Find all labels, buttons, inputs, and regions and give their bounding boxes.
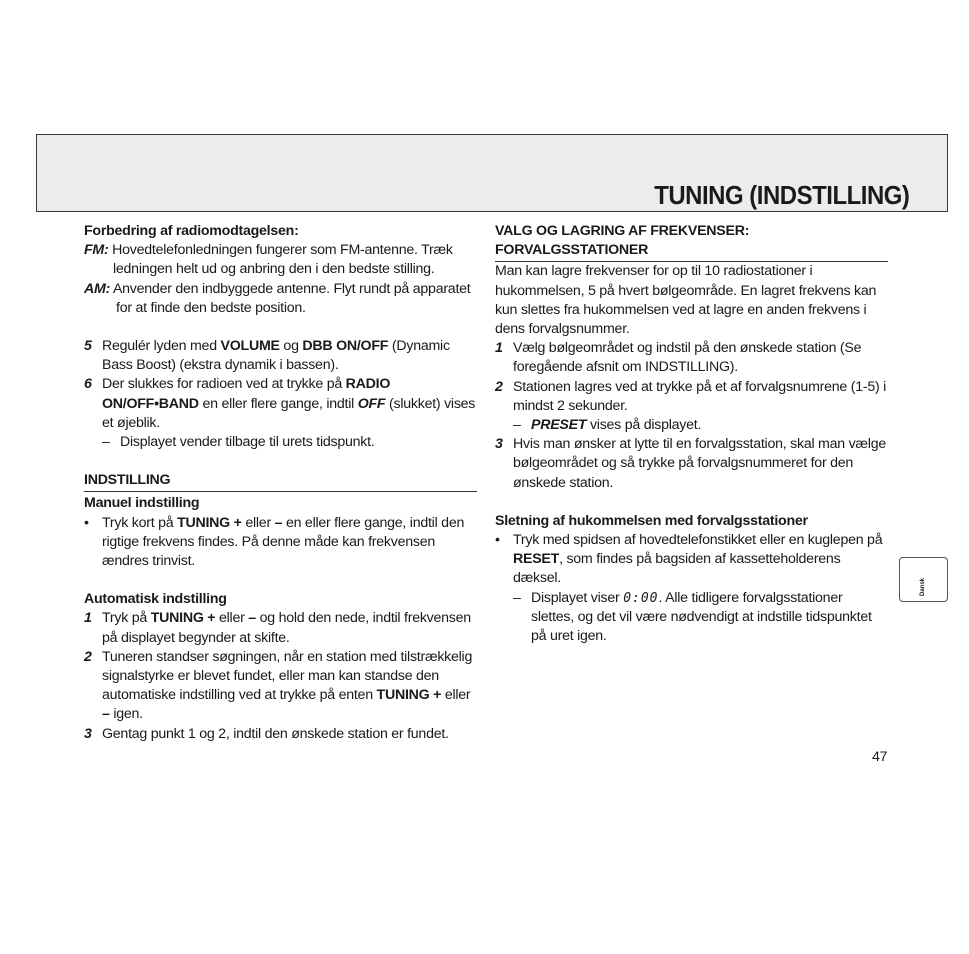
page-title: TUNING (INDSTILLING) (653, 180, 909, 210)
right-column (495, 222, 888, 646)
radio-keyword: RADIO ON/OFF•BAND (102, 376, 391, 412)
step-number: 3 (84, 725, 92, 742)
item-text: eller (241, 514, 275, 531)
note-text: Displayet viser (531, 589, 624, 606)
page-number: 47 (872, 749, 888, 765)
note-text: . Alle tidligere forvalgsstationer slettes, og det vil være nødvendigt at indstille tidspunktet på uret igen. (531, 589, 872, 645)
note-text: vises på displayet. (586, 417, 702, 434)
am-paragraph (84, 280, 477, 318)
language-tab (899, 557, 948, 602)
display-readout: 0:00 (623, 590, 659, 606)
step-number: 5 (84, 338, 92, 355)
bullet: • (84, 514, 89, 531)
step-6 (84, 375, 477, 433)
step-text: (Dynamic Bass Boost) (ekstra dynamik i bassen). (102, 338, 450, 374)
dbb-keyword: DBB ON/OFF (302, 338, 389, 355)
tuning-plus-keyword: TUNING + (150, 610, 216, 627)
step-text: og hold den nede, indtil frekvensen på displayet begynder at skifte. (102, 610, 471, 646)
step-number: 3 (495, 436, 503, 453)
am-text: Anvender den indbyggede antenne. Flyt rundt på apparatet for at finde den bedste position. (110, 280, 471, 316)
step-text: en eller flere gange, indtil (198, 395, 358, 412)
minus-keyword: – (102, 706, 110, 723)
minus-keyword: – (274, 514, 283, 531)
off-keyword: OFF (357, 395, 386, 412)
preset-keyword: PRESET (531, 417, 587, 434)
step-text: Hvis man ønsker at lytte til en forvalgsstation, skal man vælge bølgeområdet og så trykke på forvalgsnummeret for den ønskede station. (513, 436, 886, 491)
fm-text: Hovedtelefonledningen fungerer som FM-antenne. Træk ledningen helt ud og anbring den i den bedste stilling. (108, 242, 453, 278)
left-column (84, 222, 477, 744)
presets-heading-line-2: FORVALGSSTATIONER (495, 241, 888, 262)
item-text: Tryk med spidsen af hovedtelefonstikket eller en kuglepen på (513, 532, 883, 549)
step-number: 2 (495, 378, 503, 395)
manual-heading: Manuel indstilling (84, 495, 200, 512)
auto-step-3 (84, 725, 477, 744)
am-term: AM: (84, 280, 111, 297)
preset-step-1 (495, 339, 888, 377)
auto-heading: Automatisk indstilling (84, 591, 227, 608)
presets-intro: Man kan lagre frekvenser for op til 10 radiostationer i hukommelsen, 5 på hvert bølgeområde. En lagret frekvens kan kun slettes fra hukommelsen ved at lagre en anden frekvens i dens forvalgsnummer. (495, 263, 877, 338)
step-text: Tryk på (102, 610, 151, 627)
preset-step-3 (495, 435, 888, 493)
auto-step-2 (84, 648, 477, 725)
item-text: Tryk kort på (102, 514, 178, 531)
step-text: Tuneren standser søgningen, når en station med tilstrækkelig signalstyrke er blevet fundet, eller man kan standse den automatiske indstilling ved at trykke på enten (102, 648, 473, 704)
delete-heading: Sletning af hukommelsen med forvalgsstationer (495, 512, 808, 529)
language-tab-label: Dansk (920, 577, 926, 596)
step-number: 1 (495, 340, 503, 357)
bullet: • (495, 532, 500, 549)
step-text: Gentag punkt 1 og 2, indtil den ønskede station er fundet. (102, 725, 449, 742)
step-number: 6 (84, 376, 92, 393)
item-text: , som findes på bagsiden af kassetteholderens dæksel. (513, 551, 841, 587)
minus-keyword: – (248, 610, 256, 627)
tuning-plus-keyword: TUNING + (177, 514, 242, 531)
dash: – (513, 417, 521, 434)
dash: – (513, 589, 521, 606)
auto-step-1 (84, 609, 477, 647)
note-text: Displayet vender tilbage til urets tidspunkt. (120, 434, 375, 451)
step-number: 1 (84, 610, 92, 627)
step-5 (84, 337, 477, 375)
delete-bullet-item (495, 531, 888, 589)
step-text: og (279, 338, 303, 355)
step-text: Der slukkes for radioen ved at trykke på (102, 376, 346, 393)
step-text: Regulér lyden med (102, 338, 221, 355)
step-text: eller (215, 610, 249, 627)
step-text: eller (441, 687, 471, 704)
delete-note (495, 589, 888, 647)
step-text: Vælg bølgeområdet og indstil på den ønskede station (Se foregående afsnit om INDSTILLING). (513, 340, 862, 376)
reset-keyword: RESET (513, 551, 560, 568)
preset-step-2 (495, 378, 888, 416)
step-text: igen. (109, 706, 143, 723)
step-text: Stationen lagres ved at trykke på et af forvalgsnumrene (1-5) i mindst 2 sekunder. (513, 378, 887, 414)
volume-keyword: VOLUME (220, 338, 280, 355)
tuning-section-heading: INDSTILLING (84, 471, 477, 492)
step-number: 2 (84, 648, 92, 665)
fm-paragraph (84, 241, 477, 279)
manual-bullet-item (84, 514, 477, 572)
tuning-plus-keyword: TUNING + (376, 687, 442, 704)
step-text: (slukket) vises et øjeblik. (102, 395, 476, 431)
fm-term: FM: (84, 242, 109, 259)
presets-heading-line-1: VALG OG LAGRING AF FREKVENSER: (495, 223, 750, 239)
item-text: en eller flere gange, indtil den rigtige frekvens findes. På denne måde kan frekvensen ændres trinvist. (102, 514, 465, 570)
preset-step-2-note (495, 416, 888, 435)
step-6-note (84, 433, 477, 452)
dash: – (102, 434, 110, 451)
reception-heading: Forbedring af radiomodtagelsen: (84, 223, 299, 239)
